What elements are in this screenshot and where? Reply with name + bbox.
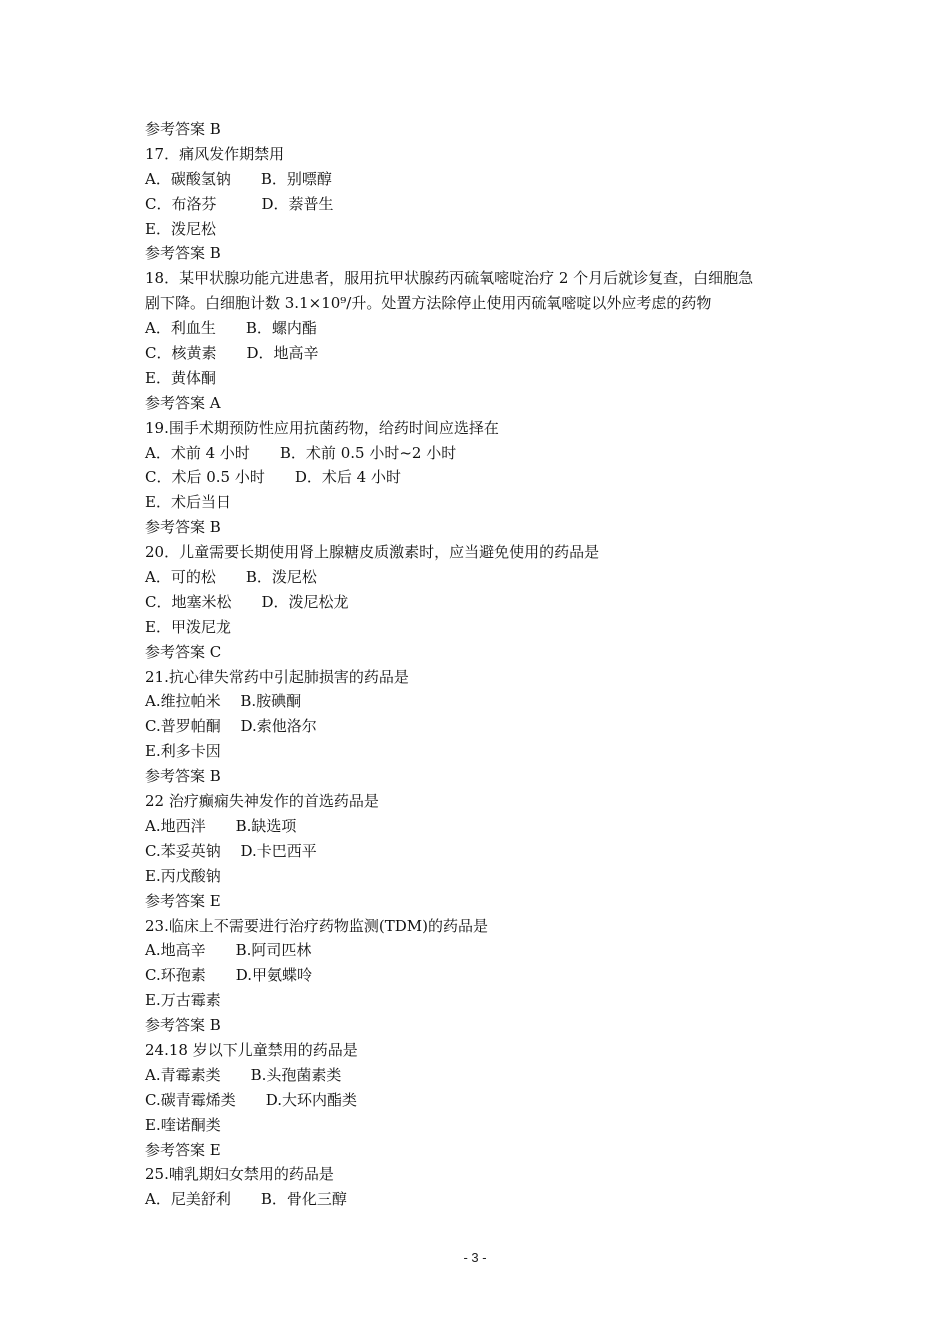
text-line: E．泼尼松 [145,219,216,238]
text-line: C．地塞米松 D．泼尼松龙 [145,592,349,611]
text-line: C.苯妥英钠 D.卡巴西平 [145,841,317,860]
text-line: 参考答案 B [145,518,221,537]
text-line: C.碳青霉烯类 D.大环内酯类 [145,1090,357,1109]
text-line: A.地西泮 B.缺选项 [145,816,297,835]
text-line: C．布洛芬 D．萘普生 [145,194,334,213]
text-line: 参考答案 E [145,891,221,910]
text-line: A．术前 4 小时 B．术前 0.5 小时~2 小时 [145,443,457,462]
text-line: 参考答案 B [145,120,221,138]
text-line: C.普罗帕酮 D.索他洛尔 [145,717,317,736]
text-line: 17．痛风发作期禁用 [145,144,285,163]
page-number: - 3 - [463,1250,487,1265]
text-line: C.环孢素 D.甲氨蝶呤 [145,966,312,985]
text-line: 参考答案 A [145,393,221,412]
text-line: A．利血生 B．螺内酯 [145,319,317,338]
text-line: 参考答案 E [145,1140,221,1159]
text-line: 19.围手术期预防性应用抗菌药物，给药时间应选择在 [145,418,499,437]
text-line: C．术后 0.5 小时 D．术后 4 小时 [145,468,401,487]
text-line: E．甲泼尼龙 [145,617,231,636]
text-line: A．碳酸氢钠 B．别嘌醇 [145,169,332,188]
text-line: 22 治疗癫痫失神发作的首选药品是 [145,792,379,811]
text-line: 参考答案 B [145,767,221,786]
text-line: E．术后当日 [145,493,231,512]
text-line: 18．某甲状腺功能亢进患者，服用抗甲状腺药丙硫氧嘧啶治疗 2 个月后就诊复查，白细胞急 [145,269,754,288]
text-line: 25.哺乳期妇女禁用的药品是 [145,1165,334,1184]
text-line: A.维拉帕米 B.胺碘酮 [145,692,302,711]
text-line: 参考答案 C [145,642,222,661]
text-line: E.利多卡因 [145,742,221,761]
text-line: E．黄体酮 [145,368,216,387]
text-line: 20．儿童需要长期使用肾上腺糖皮质激素时，应当避免使用的药品是 [145,543,600,562]
text-line: 21.抗心律失常药中引起肺损害的药品是 [145,667,409,686]
text-line: A．尼美舒利 B．骨化三醇 [145,1190,347,1209]
text-line: E.丙戊酸钠 [145,866,221,885]
text-line: E.万古霉素 [145,991,221,1010]
text-line: 参考答案 B [145,244,221,263]
text-line: 剧下降。白细胞计数 3.1×10⁹/升。处置方法除停止使用丙硫氧嘧啶以外应考虑的药物 [145,294,712,313]
text-line: 23.临床上不需要进行治疗药物监测(TDM)的药品是 [145,916,488,935]
text-line: C．核黄素 D．地高辛 [145,344,319,363]
text-line: A.地高辛 B.阿司匹林 [145,941,312,960]
text-line: A．可的松 B．泼尼松 [145,568,317,587]
text-line: 24.18 岁以下儿童禁用的药品是 [145,1040,358,1059]
text-line: 参考答案 B [145,1016,221,1035]
document-body [145,117,825,1212]
text-line: A.青霉素类 B.头孢菌素类 [145,1065,342,1084]
text-line: E.喹诺酮类 [145,1115,221,1134]
